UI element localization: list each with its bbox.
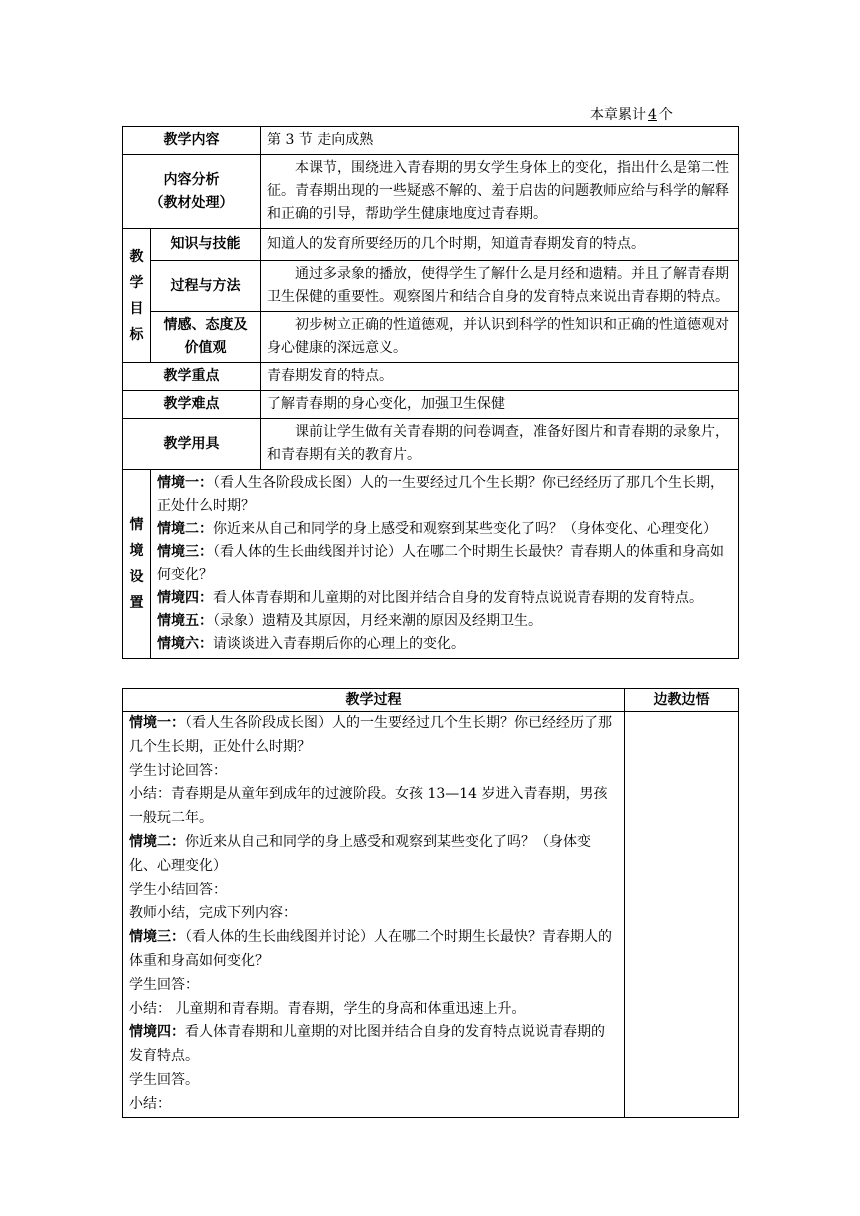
scenario-label [123,470,151,659]
tools-label: 教学用具 [123,419,261,470]
goals-char-3: 目 [129,300,144,317]
tools-value: 课前让学生做有关青春期的问卷调查，准备好图片和青春期的录象片，和青春期有关的教育片。 [261,419,739,470]
analysis-label [123,155,261,229]
process-value: 通过多录象的播放，使得学生了解什么是月经和遗精。并且了解青春期卫生保健的重要性。观察图片和结合自身的发育特点来说出青春期的特点。 [261,261,739,312]
scenario-item: 情境三：（看人体的生长曲线图并讨论）人在哪二个时期生长最快？青春期人的体重和身高如何变化？ [157,544,724,583]
content-label: 教学内容 [123,127,261,155]
row-analysis [123,155,739,229]
knowledge-label: 知识与技能 [151,229,261,261]
scenario-item: 情境五：（录象）遗精及其原因，月经来潮的原因及经期卫生。 [157,613,542,629]
process-line: 学生回答。 [129,1071,199,1088]
scenario-item: 情境六：请谈谈进入青春期后你的心理上的变化。 [157,636,465,652]
emotion-label-line1: 情感、态度及 [163,317,248,333]
chapter-count [590,104,673,124]
scenario-char-1: 情 [129,517,144,533]
row-difficulty [123,391,739,419]
scenario-list [151,470,739,659]
emotion-value: 初步树立正确的性道德观，并认识到科学的性知识和正确的性道德观对身心健康的深远意义。 [261,312,739,363]
knowledge-value: 知道人的发育所要经历的几个时期，知道青春期发育的特点。 [261,229,739,261]
process-header-row [123,689,739,712]
process-line: 学生讨论回答： [129,762,227,779]
goals-label [123,229,151,363]
process-line: 小结： [129,1095,171,1112]
process-line: 学生回答： [129,976,199,993]
row-process-method [123,261,739,312]
reflection-header: 边教边悟 [625,689,739,712]
reflection-content [625,712,739,1118]
process-body-row [123,712,739,1118]
content-value: 第 3 节 走向成熟 [261,127,739,155]
lesson-plan-table [122,126,739,659]
difficulty-value: 了解青春期的身心变化，加强卫生保健 [261,391,739,419]
emotion-label-line2: 价值观 [184,340,227,356]
process-content [123,712,625,1118]
process-line: 小结：青春期是从童年到成年的过渡阶段。女孩 13—14 岁进入青春期，男孩一般玩二年。 [129,786,608,827]
scenario-char-2: 境 [129,543,144,559]
row-scenarios [123,470,739,659]
process-line: 学生小结回答： [129,881,227,898]
row-knowledge [123,229,739,261]
count-suffix: 个 [658,107,673,123]
scenario-item: 情境二：你近来从自己和同学的身上感受和观察到某些变化了吗？（身体变化、心理变化） [157,521,717,537]
teaching-process-table [122,688,739,1118]
process-line: 情境四：看人体青春期和儿童期的对比图并结合自身的发育特点说说青春期的发育特点。 [129,1024,605,1065]
row-emotion [123,312,739,363]
process-line: 情境二：你近来从自己和同学的身上感受和观察到某些变化了吗？（身体变化、心理变化） [129,833,591,874]
row-key-point [123,363,739,391]
row-content [123,127,739,155]
process-line: 情境三：（看人体的生长曲线图并讨论）人在哪二个时期生长最快？青春期人的体重和身高如何变化？ [129,929,612,969]
key-value: 青春期发育的特点。 [261,363,739,391]
process-line: 情境一：（看人生各阶段成长图）人的一生要经过几个生长期？你已经经历了那几个生长期，正处什么时期？ [129,715,612,755]
goals-char-2: 学 [129,274,144,291]
emotion-label [151,312,261,363]
process-line: 小结： 儿童期和青春期。青春期，学生的身高和体重迅速上升。 [129,1000,526,1017]
process-header: 教学过程 [123,689,625,712]
key-label: 教学重点 [123,363,261,391]
analysis-value: 本课节，围绕进入青春期的男女学生身体上的变化，指出什么是第二性征。青春期出现的一些疑惑不解的、羞于启齿的问题教师应给与科学的解释和正确的引导，帮助学生健康地度过青春期。 [261,155,739,229]
count-number: 4 [648,107,657,123]
row-tools [123,419,739,470]
process-line: 教师小结，完成下列内容： [129,905,297,922]
scenario-char-3: 设 [129,569,144,585]
difficulty-label: 教学难点 [123,391,261,419]
goals-char-1: 教 [129,248,144,265]
count-prefix: 本章累计 [590,107,646,123]
goals-char-4: 标 [129,326,144,343]
scenario-char-4: 置 [129,595,144,611]
analysis-label-line2: （教材处理） [149,194,234,211]
analysis-label-line1: 内容分析 [163,171,220,188]
scenario-item: 情境四：看人体青春期和儿童期的对比图并结合自身的发育特点说说青春期的发育特点。 [157,590,703,606]
scenario-item: 情境一：（看人生各阶段成长图）人的一生要经过几个生长期？你已经经历了那几个生长期，正处什么时期？ [157,475,724,514]
process-label: 过程与方法 [151,261,261,312]
